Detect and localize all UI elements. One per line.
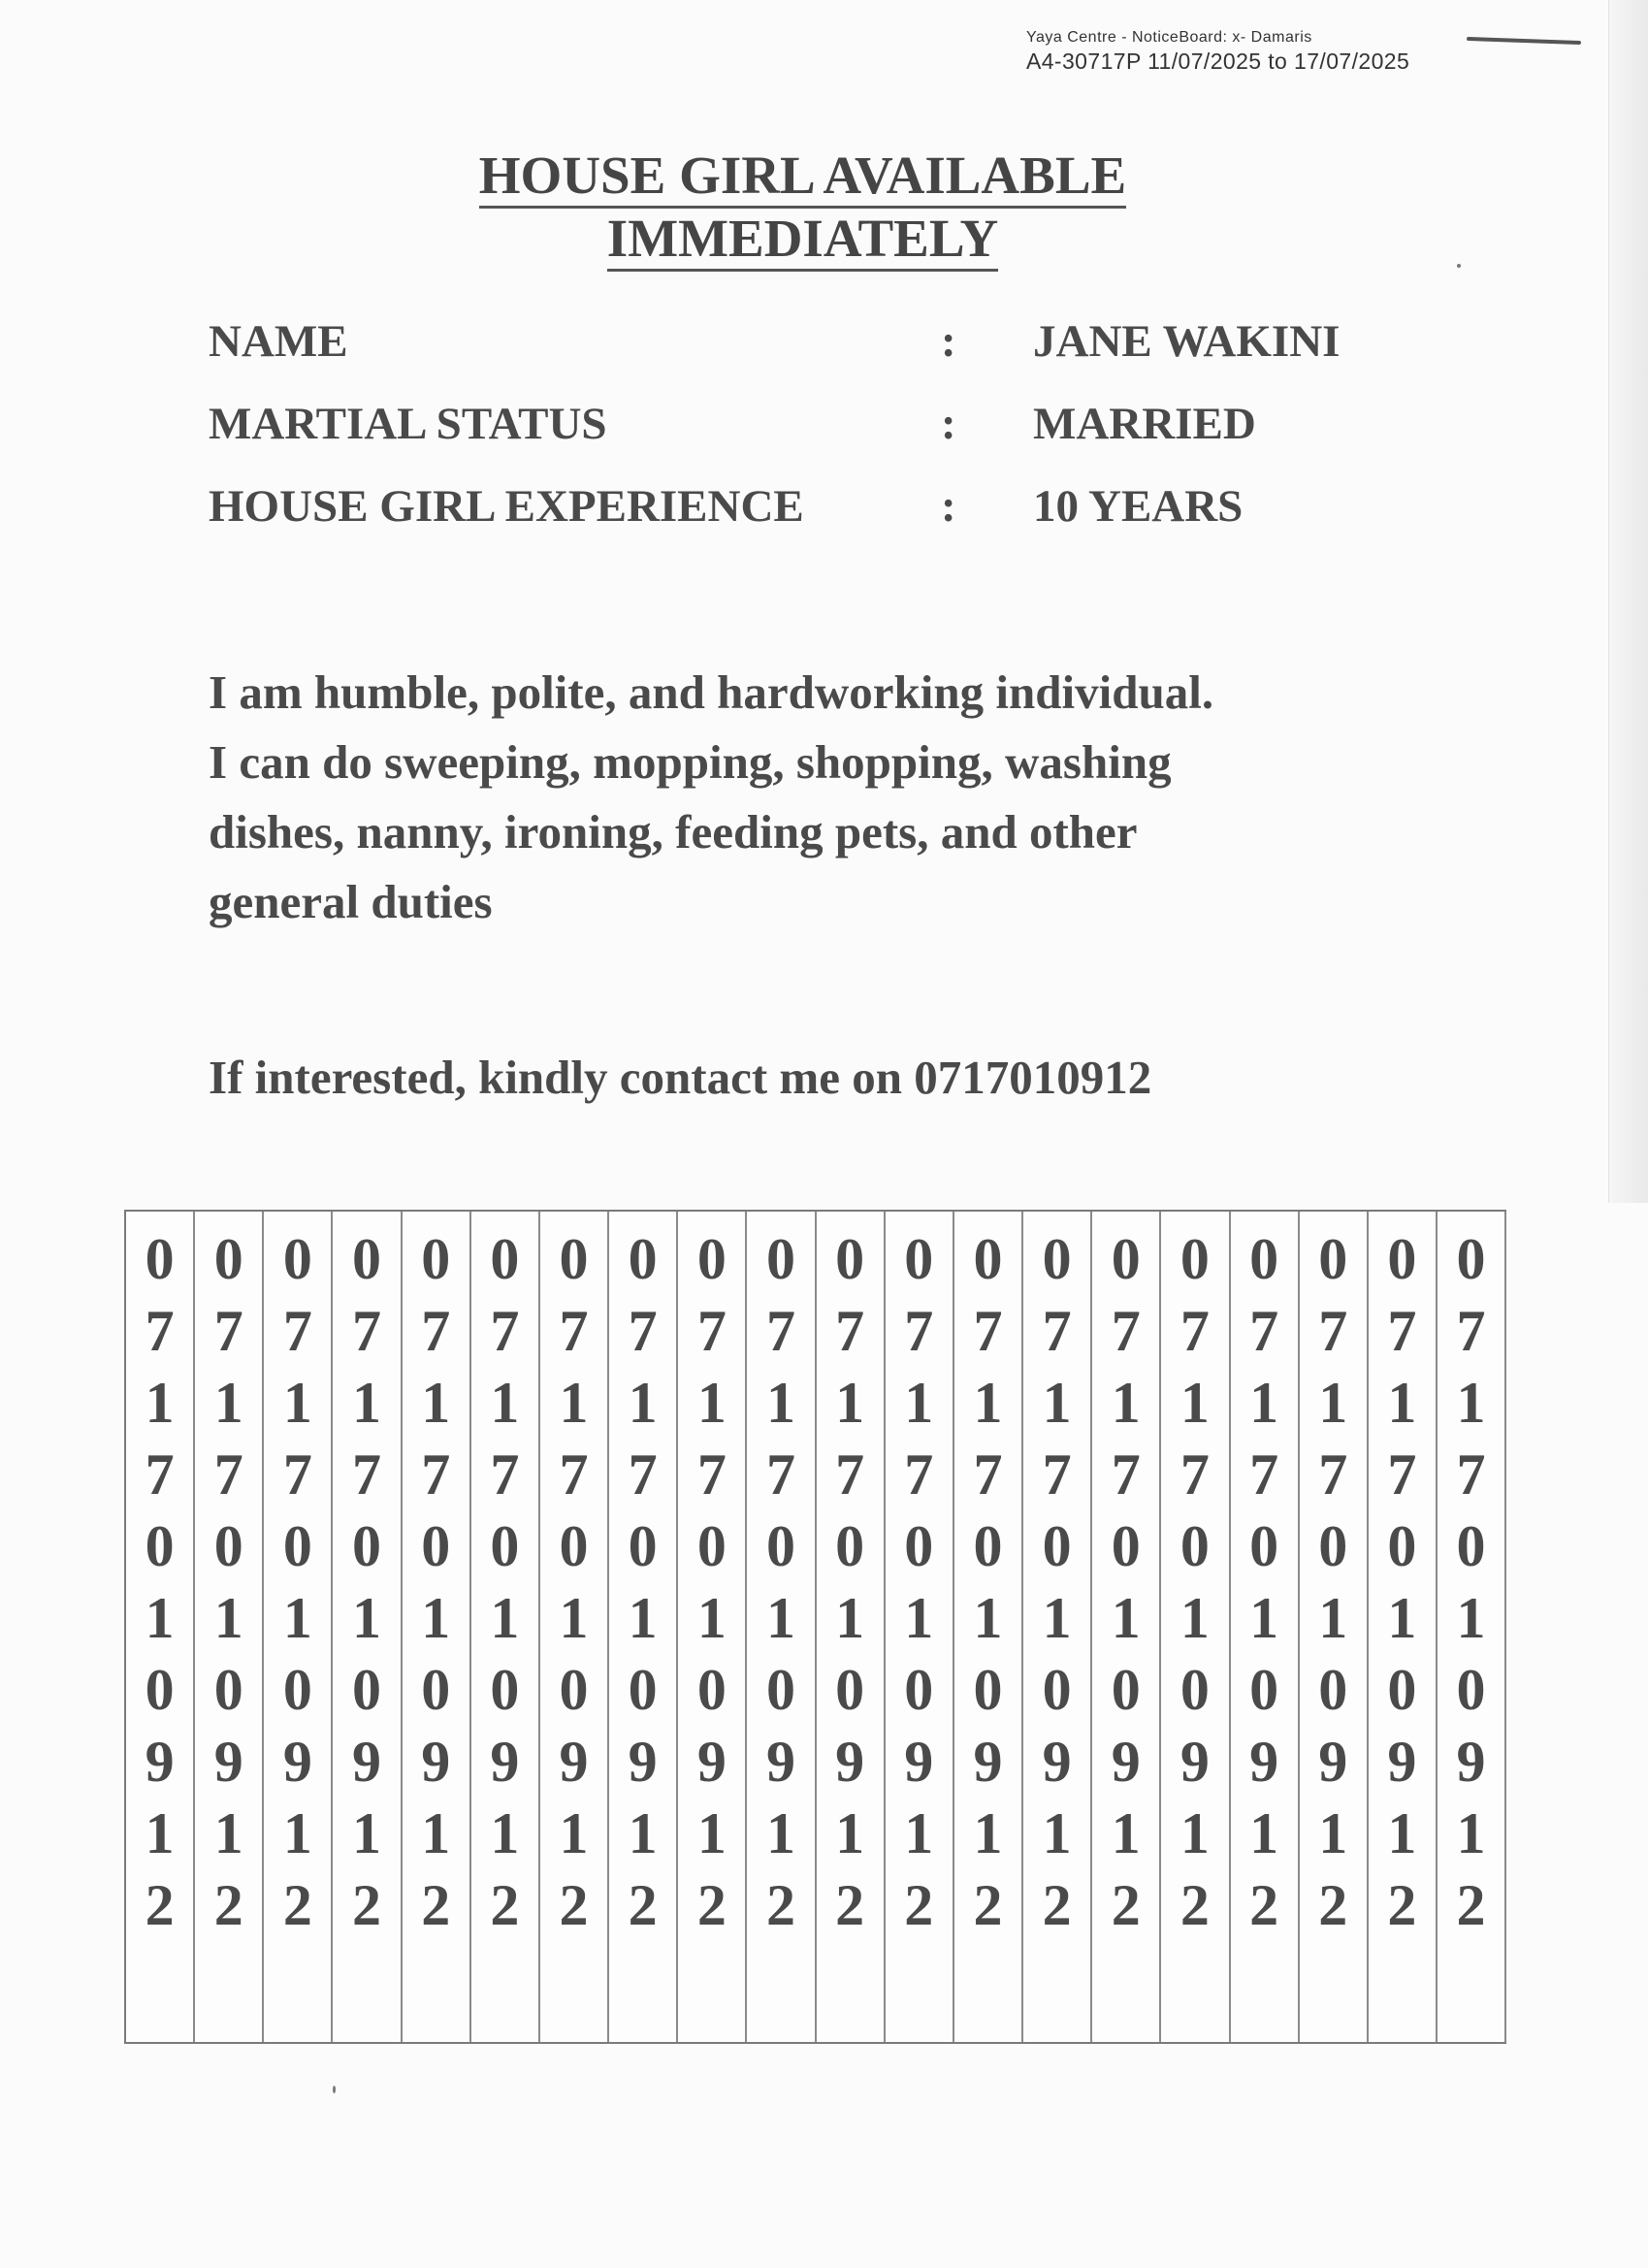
tab-digit: 7	[973, 1299, 1003, 1363]
info-value: 10 YEARS	[1033, 481, 1244, 532]
tab-digit: 0	[1318, 1227, 1348, 1291]
tear-off-tab[interactable]	[403, 1212, 471, 2042]
tab-digit: 1	[696, 1371, 727, 1435]
tab-digit: 2	[1249, 1873, 1279, 1937]
tab-digit: 2	[1179, 1873, 1210, 1937]
tab-digit: 1	[145, 1586, 175, 1650]
tab-digit: 7	[145, 1299, 175, 1363]
tab-digit: 7	[490, 1299, 520, 1363]
tab-digit: 2	[696, 1873, 727, 1937]
tear-off-tab[interactable]	[747, 1212, 816, 2042]
tab-digit: 0	[973, 1658, 1003, 1722]
speck	[1457, 264, 1461, 268]
tab-digit: 2	[213, 1873, 243, 1937]
tab-digit: 2	[973, 1873, 1003, 1937]
description-line: dishes, nanny, ironing, feeding pets, and other	[209, 805, 1138, 859]
tab-digit: 1	[628, 1371, 658, 1435]
description	[209, 658, 1470, 937]
tab-digit: 1	[1249, 1586, 1279, 1650]
tear-off-tab[interactable]	[540, 1212, 609, 2042]
tab-digit: 7	[352, 1299, 382, 1363]
tab-digit: 0	[1456, 1227, 1486, 1291]
tab-digit: 0	[421, 1514, 451, 1578]
tear-off-tab[interactable]	[954, 1212, 1023, 2042]
tab-digit: 0	[352, 1514, 382, 1578]
tab-digit: 0	[421, 1658, 451, 1722]
tab-digit: 7	[1249, 1442, 1279, 1507]
tab-digit: 1	[1179, 1371, 1210, 1435]
tab-digit: 7	[835, 1299, 865, 1363]
tab-digit: 1	[1249, 1371, 1279, 1435]
tab-digit: 0	[1042, 1227, 1072, 1291]
tab-digit: 0	[835, 1514, 865, 1578]
tear-off-tab[interactable]	[126, 1212, 195, 2042]
tab-digit: 0	[1111, 1514, 1141, 1578]
tab-digit: 2	[904, 1873, 934, 1937]
tab-digit: 1	[973, 1371, 1003, 1435]
tear-off-tab[interactable]	[1438, 1212, 1506, 2042]
tab-digit: 2	[1042, 1873, 1072, 1937]
tab-digit: 1	[421, 1586, 451, 1650]
tab-digit: 0	[1249, 1227, 1279, 1291]
tab-digit: 1	[421, 1801, 451, 1865]
tab-digit: 7	[1318, 1299, 1348, 1363]
tab-digit: 1	[904, 1371, 934, 1435]
tab-digit: 0	[628, 1514, 658, 1578]
tab-digit: 1	[282, 1371, 312, 1435]
tab-digit: 1	[490, 1586, 520, 1650]
tab-digit: 2	[1387, 1873, 1417, 1937]
tab-digit: 1	[1456, 1801, 1486, 1865]
tab-digit: 9	[282, 1730, 312, 1794]
tear-off-tab[interactable]	[471, 1212, 540, 2042]
tab-digit: 7	[421, 1299, 451, 1363]
tab-digit: 1	[765, 1371, 795, 1435]
stamp-reference-dates: A4-30717P 11/07/2025 to 17/07/2025	[1026, 49, 1410, 74]
tab-digit: 0	[213, 1658, 243, 1722]
tab-digit: 9	[765, 1730, 795, 1794]
tab-digit: 9	[1318, 1730, 1348, 1794]
tab-digit: 0	[282, 1227, 312, 1291]
tab-digit: 0	[835, 1658, 865, 1722]
tab-digit: 0	[1249, 1658, 1279, 1722]
tab-digit: 1	[282, 1801, 312, 1865]
tab-digit: 0	[1042, 1658, 1072, 1722]
tab-digit: 1	[973, 1801, 1003, 1865]
tab-digit: 0	[490, 1514, 520, 1578]
info-row-experience	[209, 480, 1470, 563]
tab-digit: 1	[1042, 1586, 1072, 1650]
info-row-marital-status	[209, 398, 1470, 480]
tear-off-tab[interactable]	[264, 1212, 333, 2042]
tab-digit: 1	[421, 1371, 451, 1435]
tab-digit: 2	[282, 1873, 312, 1937]
tab-digit: 9	[696, 1730, 727, 1794]
tear-off-tab[interactable]	[886, 1212, 954, 2042]
tab-digit: 0	[145, 1658, 175, 1722]
tab-digit: 0	[421, 1227, 451, 1291]
tab-digit: 1	[352, 1586, 382, 1650]
tab-digit: 7	[1042, 1442, 1072, 1507]
tab-digit: 9	[490, 1730, 520, 1794]
tab-digit: 0	[696, 1227, 727, 1291]
tab-digit: 1	[213, 1801, 243, 1865]
tab-digit: 7	[1387, 1442, 1417, 1507]
tab-digit: 0	[904, 1658, 934, 1722]
tab-digit: 2	[490, 1873, 520, 1937]
tab-digit: 7	[559, 1442, 589, 1507]
tab-digit: 1	[628, 1586, 658, 1650]
tab-digit: 7	[1318, 1442, 1348, 1507]
tab-digit: 1	[1318, 1801, 1348, 1865]
page-title	[0, 147, 1605, 274]
tab-digit: 1	[559, 1371, 589, 1435]
tab-digit: 9	[352, 1730, 382, 1794]
tab-digit: 0	[1456, 1658, 1486, 1722]
tab-digit: 0	[1387, 1514, 1417, 1578]
info-value: JANE WAKINI	[1033, 316, 1341, 367]
tab-digit: 2	[628, 1873, 658, 1937]
tab-digit: 0	[904, 1514, 934, 1578]
tab-digit: 2	[352, 1873, 382, 1937]
info-table	[209, 315, 1470, 563]
tear-off-tab[interactable]	[1161, 1212, 1230, 2042]
tab-digit: 0	[282, 1658, 312, 1722]
tab-digit: 0	[213, 1227, 243, 1291]
info-value: MARRIED	[1033, 399, 1256, 449]
noticeboard-stamp	[1026, 29, 1569, 75]
tab-digit: 1	[835, 1371, 865, 1435]
tab-digit: 7	[696, 1442, 727, 1507]
tear-off-tab[interactable]	[1369, 1212, 1438, 2042]
tab-digit: 9	[1456, 1730, 1486, 1794]
tab-digit: 0	[973, 1514, 1003, 1578]
tab-digit: 7	[282, 1442, 312, 1507]
tab-digit: 1	[1249, 1801, 1279, 1865]
tab-digit: 1	[904, 1801, 934, 1865]
tab-digit: 7	[973, 1442, 1003, 1507]
tab-digit: 1	[765, 1801, 795, 1865]
tab-digit: 1	[352, 1371, 382, 1435]
tab-digit: 1	[490, 1801, 520, 1865]
tab-digit: 7	[1179, 1299, 1210, 1363]
tab-digit: 1	[559, 1801, 589, 1865]
tab-digit: 7	[628, 1442, 658, 1507]
tab-digit: 1	[1387, 1801, 1417, 1865]
tab-digit: 7	[1456, 1442, 1486, 1507]
tab-digit: 0	[1318, 1658, 1348, 1722]
tab-digit: 7	[904, 1299, 934, 1363]
tab-digit: 1	[1387, 1371, 1417, 1435]
description-line: general duties	[209, 875, 493, 928]
tab-digit: 1	[1387, 1586, 1417, 1650]
tear-off-tab[interactable]	[1092, 1212, 1161, 2042]
title-line-1: HOUSE GIRL AVAILABLE	[479, 147, 1126, 209]
tab-digit: 0	[559, 1514, 589, 1578]
tab-digit: 0	[1179, 1227, 1210, 1291]
info-colon: :	[941, 481, 956, 532]
paper-edge	[1608, 0, 1648, 1203]
tab-digit: 2	[765, 1873, 795, 1937]
tab-digit: 0	[213, 1514, 243, 1578]
tab-digit: 0	[904, 1227, 934, 1291]
tab-digit: 7	[1111, 1442, 1141, 1507]
tab-digit: 7	[1042, 1299, 1072, 1363]
tab-digit: 0	[282, 1514, 312, 1578]
stamp-location: Yaya Centre - NoticeBoard: x- Damaris	[1026, 29, 1312, 46]
tab-digit: 1	[1042, 1801, 1072, 1865]
tab-digit: 7	[1111, 1299, 1141, 1363]
tab-digit: 9	[973, 1730, 1003, 1794]
tab-digit: 1	[490, 1371, 520, 1435]
description-line: I can do sweeping, mopping, shopping, washing	[209, 735, 1172, 789]
tab-digit: 1	[213, 1586, 243, 1650]
tab-digit: 0	[1042, 1514, 1072, 1578]
tab-digit: 7	[559, 1299, 589, 1363]
tear-off-tabs	[124, 1210, 1506, 2044]
tab-digit: 0	[352, 1658, 382, 1722]
tear-off-tab[interactable]	[1231, 1212, 1300, 2042]
tab-digit: 1	[1318, 1371, 1348, 1435]
tab-digit: 0	[1111, 1227, 1141, 1291]
tab-digit: 1	[765, 1586, 795, 1650]
tab-digit: 0	[765, 1514, 795, 1578]
tab-digit: 0	[765, 1227, 795, 1291]
tab-digit: 1	[352, 1801, 382, 1865]
info-colon: :	[941, 399, 956, 449]
tab-digit: 1	[973, 1586, 1003, 1650]
tab-digit: 1	[628, 1801, 658, 1865]
tab-digit: 9	[1179, 1730, 1210, 1794]
tab-digit: 1	[696, 1586, 727, 1650]
tab-digit: 9	[145, 1730, 175, 1794]
tab-digit: 9	[559, 1730, 589, 1794]
tab-digit: 7	[765, 1442, 795, 1507]
tear-off-tab[interactable]	[333, 1212, 402, 2042]
tab-digit: 2	[835, 1873, 865, 1937]
tab-digit: 7	[213, 1442, 243, 1507]
tab-digit: 1	[1042, 1371, 1072, 1435]
info-label: NAME	[209, 316, 348, 367]
tab-digit: 0	[559, 1227, 589, 1291]
speck	[333, 2086, 336, 2093]
tab-digit: 7	[765, 1299, 795, 1363]
tab-digit: 7	[145, 1442, 175, 1507]
tab-digit: 1	[1111, 1371, 1141, 1435]
tab-digit: 0	[1111, 1658, 1141, 1722]
tab-digit: 9	[904, 1730, 934, 1794]
tab-digit: 1	[1111, 1586, 1141, 1650]
tab-digit: 9	[1249, 1730, 1279, 1794]
description-line: I am humble, polite, and hardworking individual.	[209, 665, 1214, 719]
info-row-name	[209, 315, 1470, 398]
tab-digit: 0	[1179, 1514, 1210, 1578]
tab-digit: 7	[1387, 1299, 1417, 1363]
tab-digit: 7	[282, 1299, 312, 1363]
tab-digit: 7	[421, 1442, 451, 1507]
tab-digit: 2	[1456, 1873, 1486, 1937]
tab-digit: 0	[696, 1658, 727, 1722]
tab-digit: 0	[1387, 1658, 1417, 1722]
tab-digit: 1	[1456, 1371, 1486, 1435]
tab-digit: 1	[1111, 1801, 1141, 1865]
tab-digit: 0	[352, 1227, 382, 1291]
tab-digit: 9	[421, 1730, 451, 1794]
tear-off-tab[interactable]	[678, 1212, 747, 2042]
tab-digit: 0	[559, 1658, 589, 1722]
tab-digit: 2	[1318, 1873, 1348, 1937]
tab-digit: 0	[1456, 1514, 1486, 1578]
tab-digit: 1	[145, 1801, 175, 1865]
tab-digit: 7	[696, 1299, 727, 1363]
tab-digit: 0	[1318, 1514, 1348, 1578]
tab-digit: 2	[559, 1873, 589, 1937]
tab-digit: 9	[628, 1730, 658, 1794]
tab-digit: 1	[1179, 1586, 1210, 1650]
tab-digit: 7	[628, 1299, 658, 1363]
tab-digit: 0	[1179, 1658, 1210, 1722]
tab-digit: 9	[835, 1730, 865, 1794]
tab-digit: 0	[490, 1227, 520, 1291]
title-line-2: IMMEDIATELY	[607, 211, 998, 272]
tab-digit: 0	[973, 1227, 1003, 1291]
tear-off-tab[interactable]	[195, 1212, 264, 2042]
tab-digit: 1	[1318, 1586, 1348, 1650]
tab-digit: 9	[213, 1730, 243, 1794]
contact-line: If interested, kindly contact me on 0717010912	[209, 1051, 1152, 1104]
tab-digit: 0	[765, 1658, 795, 1722]
tab-digit: 7	[490, 1442, 520, 1507]
info-label: HOUSE GIRL EXPERIENCE	[209, 481, 804, 532]
tab-digit: 1	[835, 1586, 865, 1650]
tear-off-tab[interactable]	[1023, 1212, 1092, 2042]
tab-digit: 7	[1179, 1442, 1210, 1507]
tab-digit: 1	[835, 1801, 865, 1865]
tab-digit: 1	[904, 1586, 934, 1650]
tab-digit: 0	[145, 1514, 175, 1578]
info-label: MARTIAL STATUS	[209, 399, 607, 449]
tab-digit: 1	[559, 1586, 589, 1650]
tab-digit: 0	[628, 1227, 658, 1291]
tear-off-tab[interactable]	[817, 1212, 886, 2042]
tab-digit: 2	[1111, 1873, 1141, 1937]
tab-digit: 0	[628, 1658, 658, 1722]
tab-digit: 9	[1387, 1730, 1417, 1794]
tab-digit: 1	[1179, 1801, 1210, 1865]
tab-digit: 7	[835, 1442, 865, 1507]
tab-digit: 0	[145, 1227, 175, 1291]
tear-off-tab[interactable]	[609, 1212, 678, 2042]
info-colon: :	[941, 316, 956, 367]
tab-digit: 1	[1456, 1586, 1486, 1650]
tab-digit: 1	[145, 1371, 175, 1435]
tab-digit: 1	[282, 1586, 312, 1650]
tab-digit: 0	[1249, 1514, 1279, 1578]
tab-digit: 7	[1456, 1299, 1486, 1363]
tab-digit: 0	[1387, 1227, 1417, 1291]
tab-digit: 0	[696, 1514, 727, 1578]
tab-digit: 7	[1249, 1299, 1279, 1363]
tab-digit: 0	[835, 1227, 865, 1291]
tab-digit: 7	[904, 1442, 934, 1507]
tab-digit: 2	[145, 1873, 175, 1937]
tab-digit: 1	[213, 1371, 243, 1435]
tab-digit: 2	[421, 1873, 451, 1937]
tab-digit: 7	[352, 1442, 382, 1507]
tab-digit: 9	[1111, 1730, 1141, 1794]
tear-off-tab[interactable]	[1300, 1212, 1369, 2042]
tab-digit: 0	[490, 1658, 520, 1722]
tab-digit: 9	[1042, 1730, 1072, 1794]
tab-digit: 1	[696, 1801, 727, 1865]
tab-digit: 7	[213, 1299, 243, 1363]
